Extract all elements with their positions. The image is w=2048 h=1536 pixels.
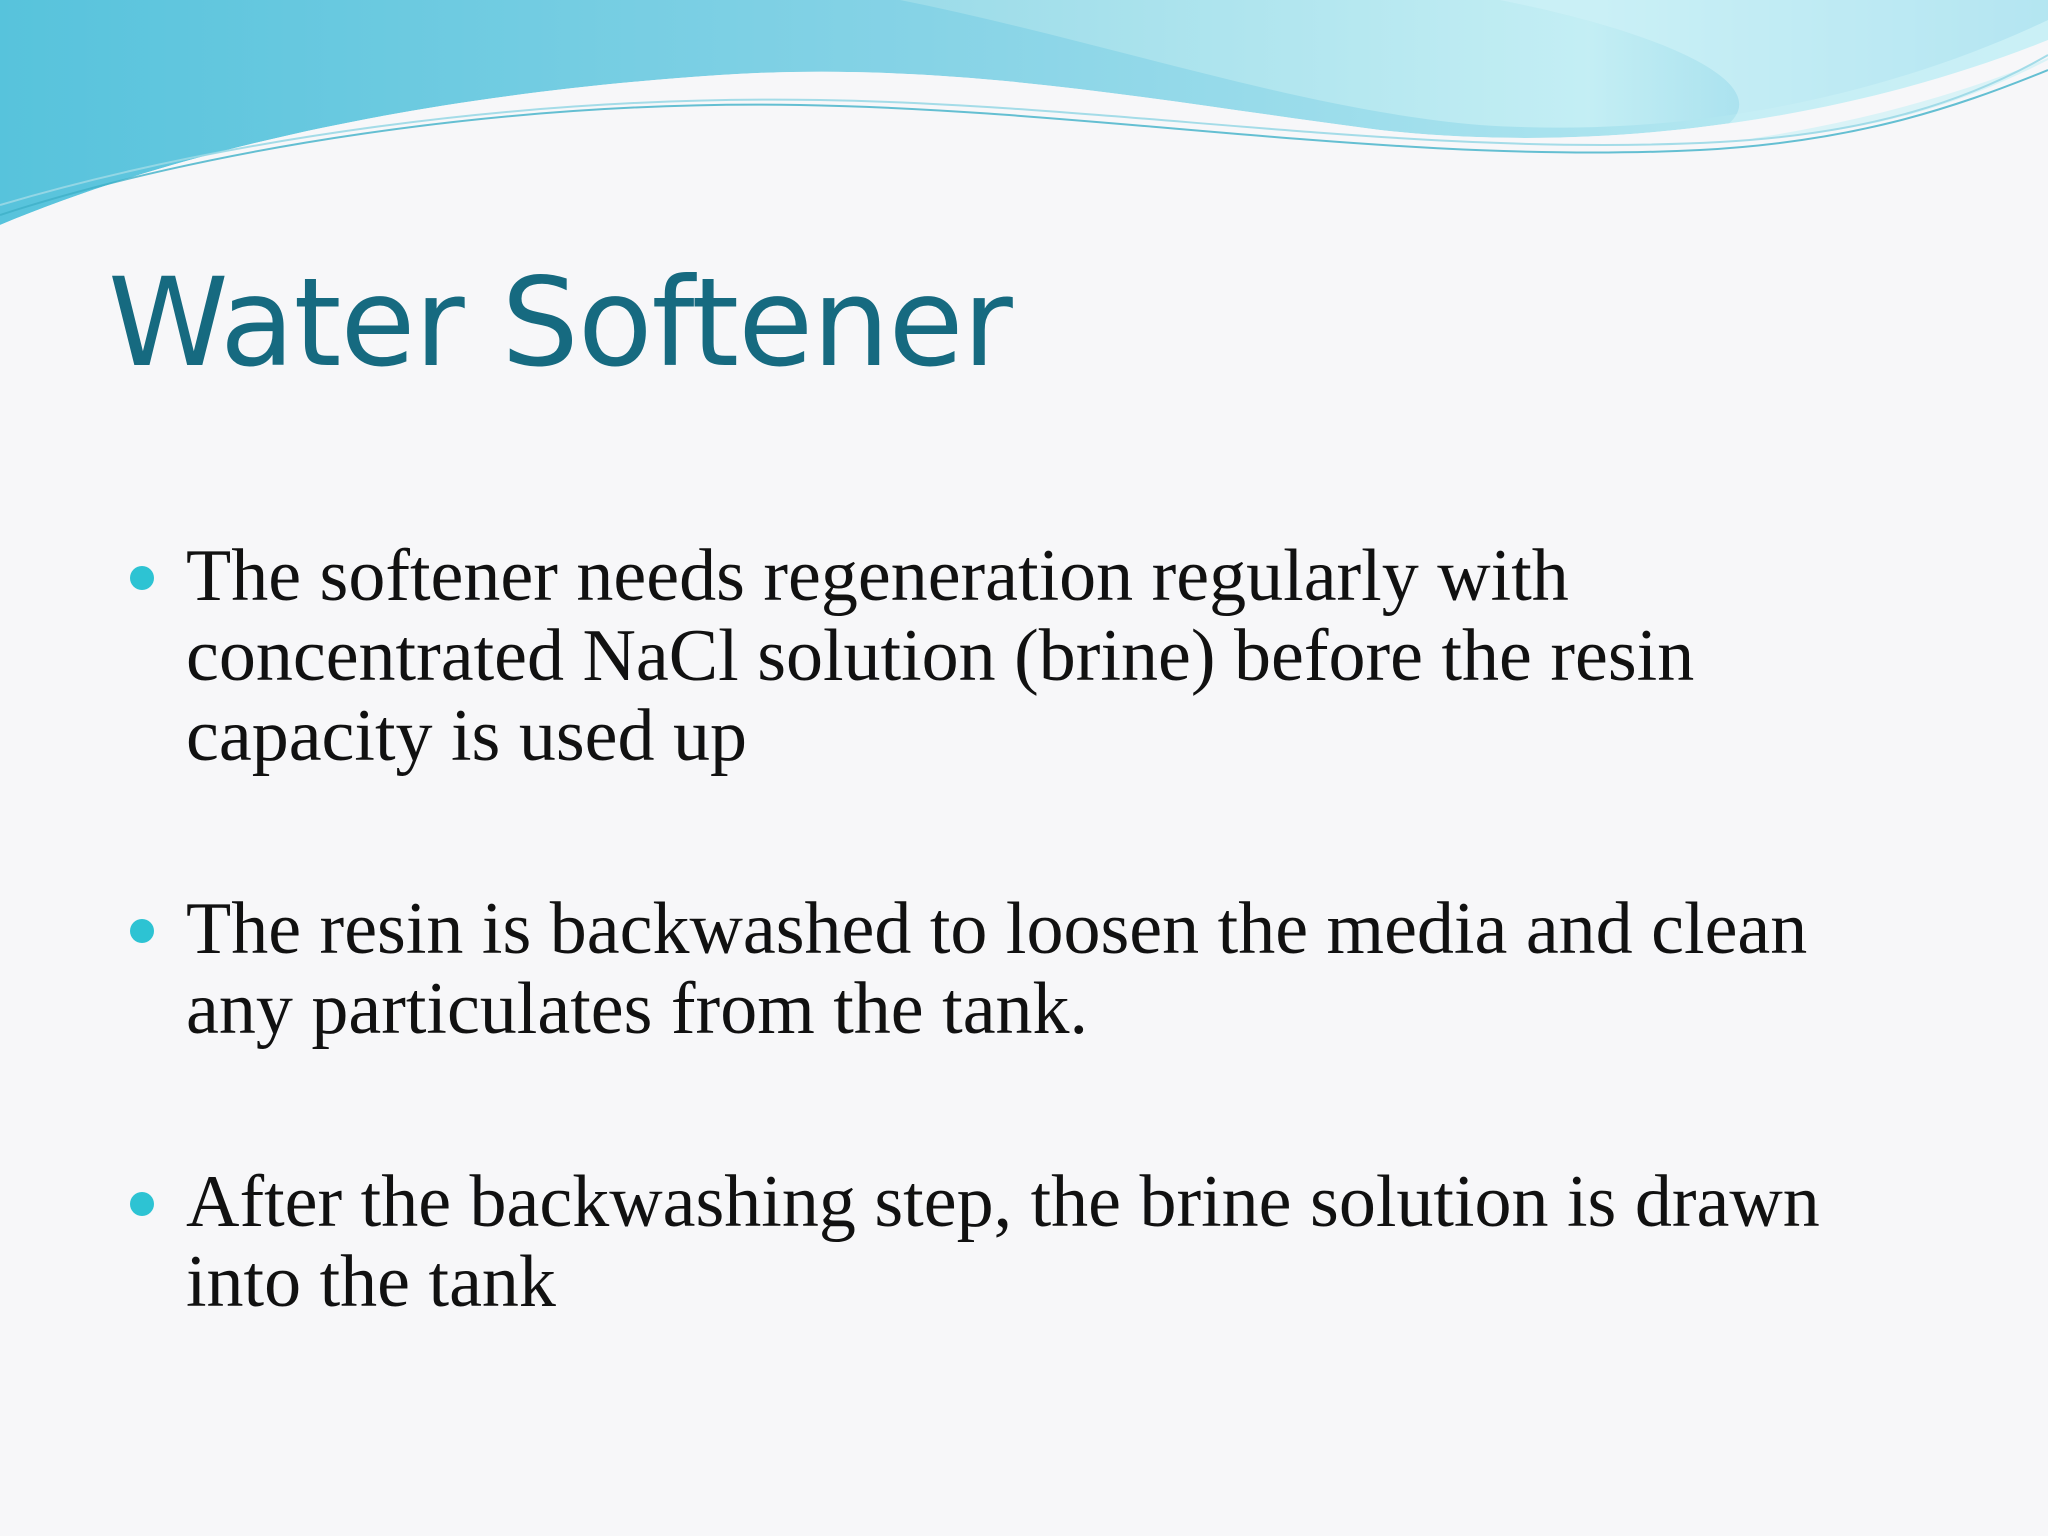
- bullet-item: [130, 889, 1930, 1049]
- bullet-item: [130, 1162, 1930, 1322]
- bullet-text: The softener needs regeneration regularly with concentrated NaCl solution (brine) before the resin capacity is used up: [186, 535, 1695, 777]
- bullet-item: [130, 536, 1930, 776]
- bullet-text: After the backwashing step, the brine solution is drawn into the tank: [186, 1161, 1820, 1323]
- bullet-text: The resin is backwashed to loosen the media and clean any particulates from the tank.: [186, 888, 1808, 1050]
- bullet-list: [130, 536, 1930, 1322]
- header-wave-decoration: [0, 0, 2048, 240]
- bullet-dot-icon: [130, 566, 154, 590]
- bullet-dot-icon: [130, 1192, 154, 1216]
- bullet-dot-icon: [130, 919, 154, 943]
- slide-title: Water Softener: [108, 252, 1012, 394]
